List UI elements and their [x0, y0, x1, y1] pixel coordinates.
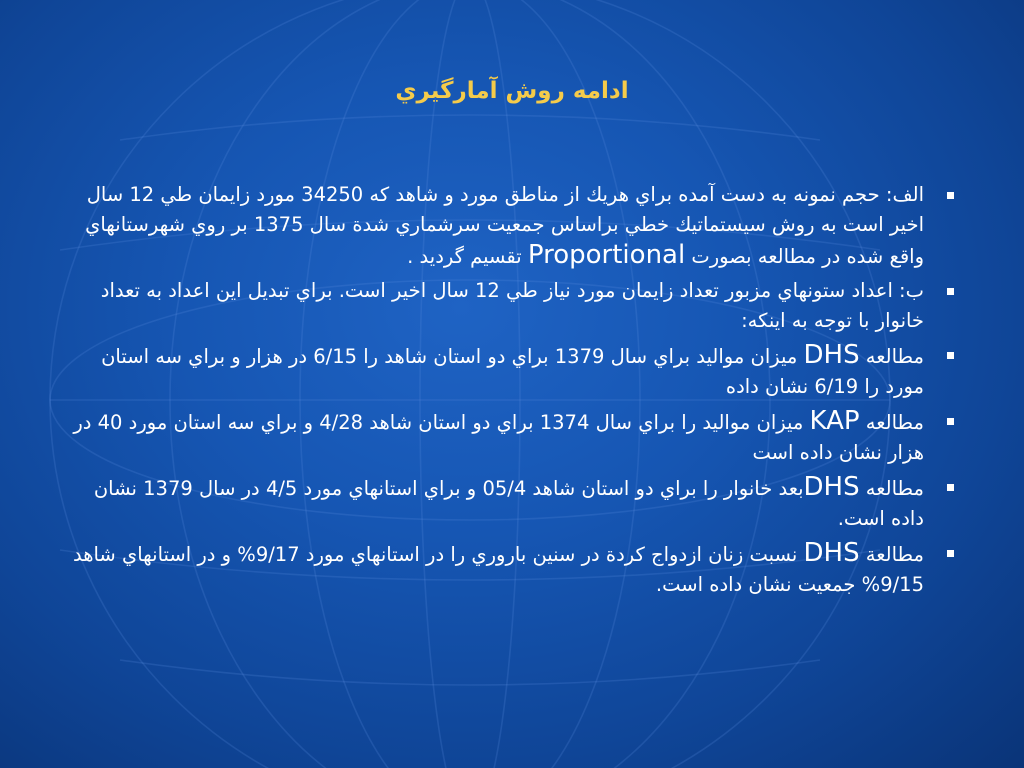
- bullet-item-kap-birth-rate: [58, 406, 970, 468]
- bullet-text: بعد خانوار را براي دو استان شاهد 05/4 و براي استانهاي مورد 4/5 در سال 1379 نشان داده است.: [93, 477, 924, 530]
- bullet-latin-term: DHS: [803, 472, 860, 502]
- bullet-text: ميزان مواليد را براي سال 1374 براي دو استان شاهد 4/28 و براي سه استان مورد 40 در هزار نشان داده است: [73, 411, 924, 464]
- bullet-square-icon: [947, 484, 954, 491]
- bullet-item-dhs-household-size: [58, 472, 970, 534]
- bullet-square-icon: [947, 192, 954, 199]
- bullet-square-icon: [947, 352, 954, 359]
- bullet-text: نسبت زنان ازدواج كردة در سنين باروري را در استانهاي مورد 9/17% و در استانهاي شاهد 9/15% جمعيت نشان داده است.: [72, 543, 924, 596]
- bullet-latin-term: DHS: [803, 340, 860, 370]
- bullet-square-icon: [947, 288, 954, 295]
- bullet-square-icon: [947, 550, 954, 557]
- bullet-item-sample-size: [58, 180, 970, 272]
- bullet-text: تقسيم گرديد .: [407, 245, 528, 268]
- bullet-text: مطالعه: [859, 345, 924, 368]
- bullet-text: ميزان مواليد براي سال 1379 براي دو استان شاهد را 6/15 در هزار و براي سه استان مورد را 6/19 نشان داده: [101, 345, 924, 398]
- bullet-square-icon: [947, 418, 954, 425]
- bullet-list: [58, 180, 970, 604]
- bullet-text: ب: اعداد ستونهاي مزبور تعداد زايمان مورد نياز طي 12 سال اخير است. براي تبديل اين اعداد به تعداد خانوار با توجه به اينكه:: [100, 279, 924, 332]
- bullet-latin-term: KAP: [809, 406, 860, 436]
- bullet-text: الف: حجم نمونه به دست آمده براي هريك از مناطق مورد و شاهد كه 34250 مورد زايمان طي 12 سال اخير است به روش سيستماتيك خطي براساس جمعيت سرشماري شدة سال 1375 بر روي شهرستانهاي واقع شده در مطالعه بصورت: [85, 183, 924, 268]
- bullet-latin-term: DHS: [803, 538, 860, 568]
- slide-title: ادامه روش آمارگيري: [395, 78, 629, 104]
- bullet-item-conversion: [58, 276, 970, 336]
- bullet-item-dhs-birth-rate: [58, 340, 970, 402]
- bullet-item-dhs-married-women: [58, 538, 970, 600]
- bullet-latin-term: Proportional: [527, 240, 686, 270]
- bullet-text: مطالعه: [859, 477, 924, 500]
- bullet-text: مطالعه: [859, 411, 924, 434]
- bullet-text: مطالعة: [859, 543, 924, 566]
